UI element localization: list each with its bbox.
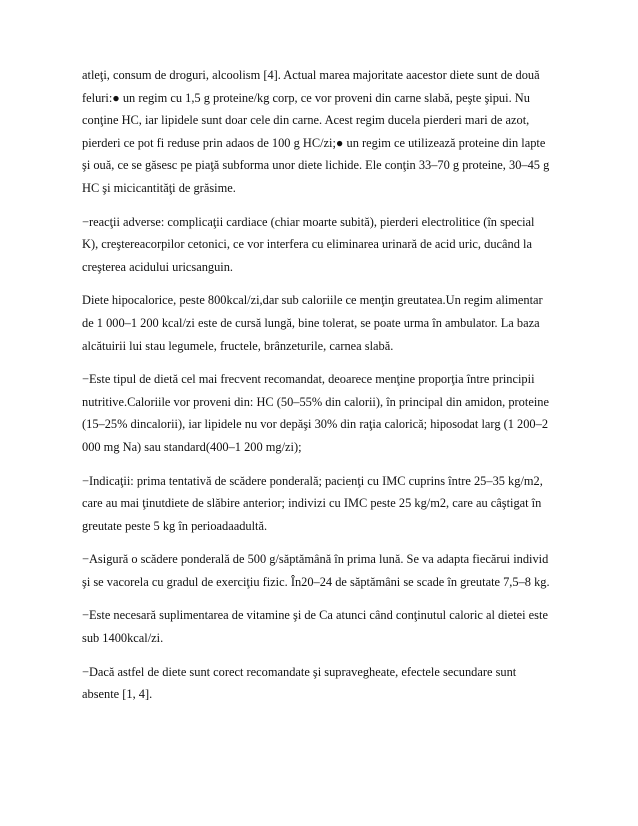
paragraph-weight-loss-rate: −Asigură o scădere ponderală de 500 g/săptămână în prima lună. Se va adapta fiecărui individ şi se vacorela cu gradul de exerciţiu fizic. În20–24 de săptămâni se scade în greutate 7,5–8 kg. xyxy=(82,552,550,589)
paragraph-indications: −Indicaţii: prima tentativă de scădere ponderală; pacienţi cu IMC cuprins între 25–35 kg/m2, care au mai ţinutdiete de slăbire anterior; indivizi cu IMC peste 25 kg/m2, care au câştigat în greutate peste 5 kg în perioadaadultă. xyxy=(82,473,543,533)
paragraph-adverse-reactions: −reacţii adverse: complicaţii cardiace (chiar moarte subită), pierderi electrolitice (în special K), creşterea​corpilor cetonici, ce vor interfera cu eliminarea urinară de acid uric, ducând la creşterea acidului uricsanguin. xyxy=(82,214,535,274)
document-page xyxy=(82,64,552,717)
paragraph-diet-types: atleţi, consum de droguri, alcoolism [4]. Actual marea majoritate aacestor diete sunt de două feluri:● un regim cu 1,5 g proteine/kg corp, ce vor proveni din carne slabă, peşte şipui. Nu conţine HC, iar lipidele sunt doar cele din carne. Acest regim ducela pierderi mari de azot, pierderi ce pot fi reduse prin adaos de 100 g HC/zi;● un regim ce utilizează proteine din lapte şi ouă, ce se găsesc pe piaţă subforma unor diete lichide. Ele conţin 33–70 g proteine, 30–45 g HC şi micicantităţi de grăsime. xyxy=(82,68,550,195)
paragraph-recommended-diet: −Este tipul de dietă cel mai frecvent recomandat, deoarece menţine proporţia între principii nutritive.Caloriile vor proveni din: HC (50–55% din calorii), în principal din amidon, proteine (15–25% dincalorii), iar lipidele nu vor depăşi 30% din raţia calorică; hiposodat larg (1 200–2 000 mg Na) sau standard(400–1 200 mg/zi); xyxy=(82,372,549,454)
paragraph-supplementation: −Este necesară suplimentarea de vitamine şi de Ca atunci când conţinutul caloric al dietei este sub 1400kcal/zi. xyxy=(82,608,548,646)
paragraph-hypocaloric-diets: Diete hipocalorice, peste 800kcal/zi,dar sub caloriile ce menţin greutatea.Un regim alimentar de 1 000–1 200 kcal/zi este de cursă lungă, bine tolerat, se poate urma în ambulator. La baza alcătuirii lui stau legumele, fructele, brânzeturile, carnea slabă. xyxy=(82,293,543,353)
paragraph-side-effects: −Dacă astfel de diete sunt corect recomandate şi supravegheate, efectele secundare sunt absente [1, 4]. xyxy=(82,664,517,702)
